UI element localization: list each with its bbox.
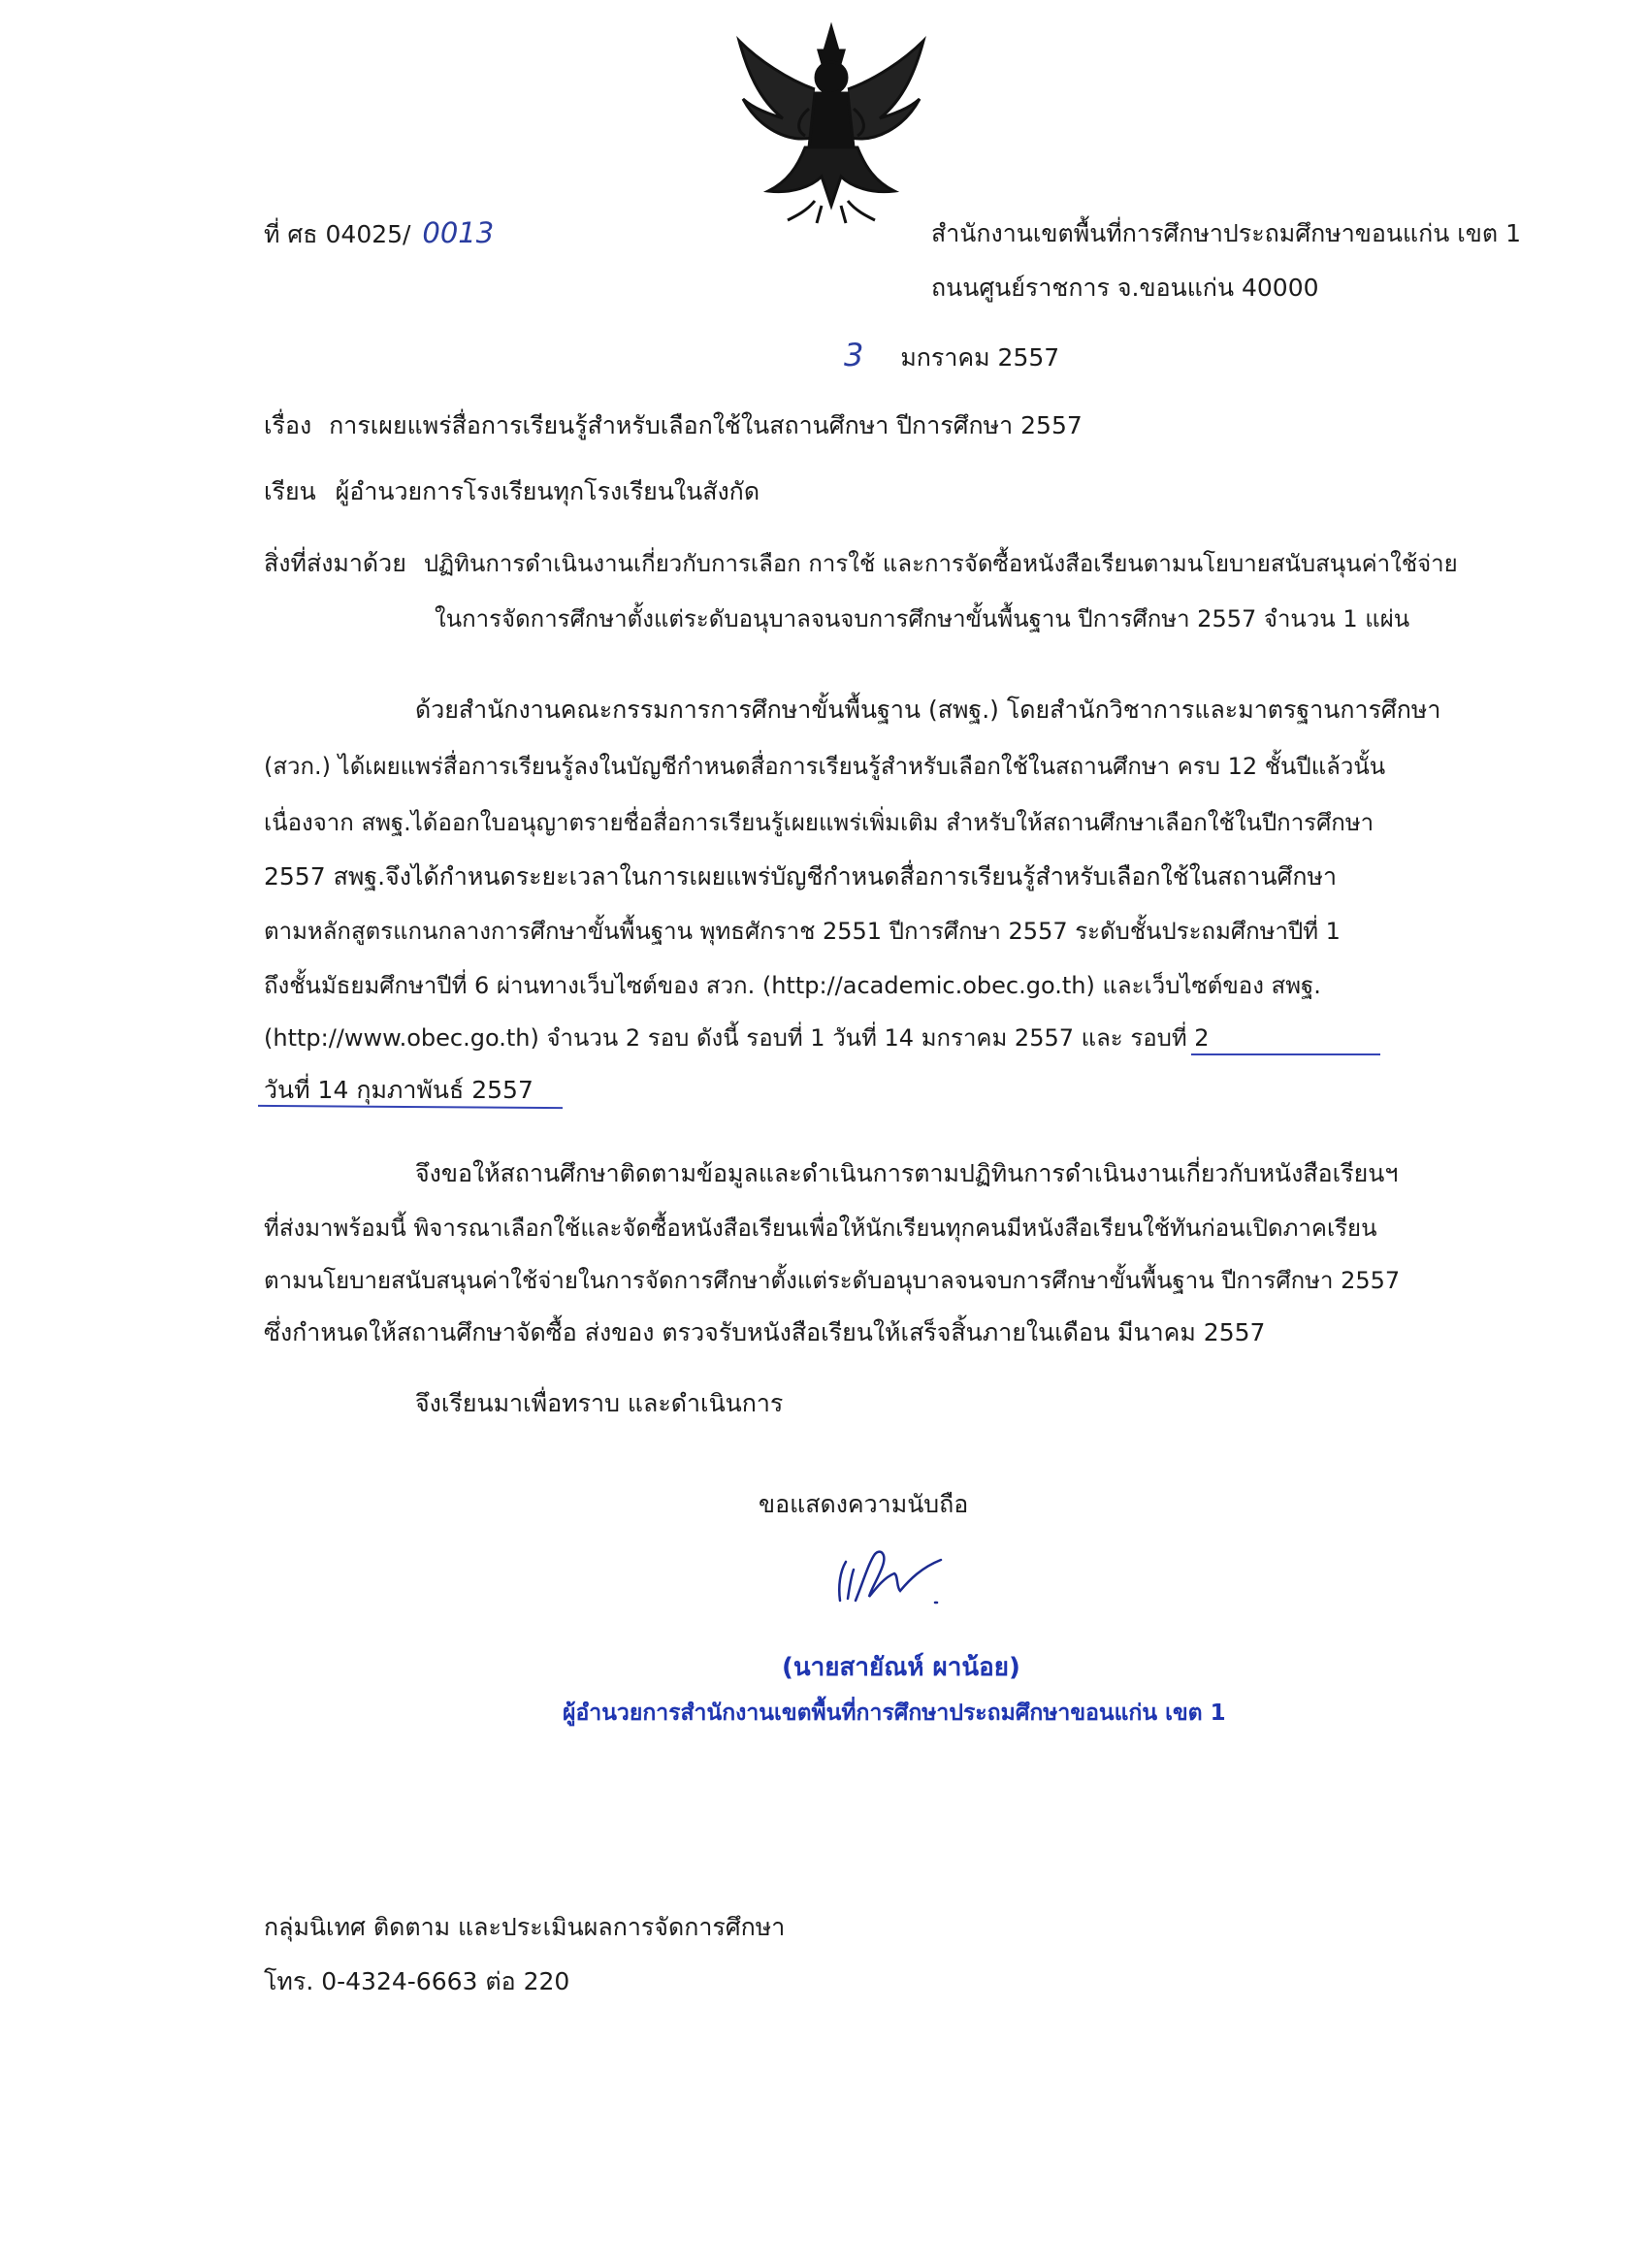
reference-prefix: ที่ ศธ 04025/ [264,220,411,248]
paragraph2-line-2: ที่ส่งมาพร้อมนี้ พิจารณาเลือกใช้และจัดซื้อหนังสือเรียนเพื่อให้นักเรียนทุกคนมีหนังสือเรียนใช้ทันก่อนเปิดภาคเรียน [264,1215,1377,1242]
recipient-text: ผู้อำนวยการโรงเรียนทุกโรงเรียนในสังกัด [335,477,760,505]
enclosure-line-2: ในการจัดการศึกษาตั้งแต่ระดับอนุบาลจนจบการศึกษาขั้นพื้นฐาน ปีการศึกษา 2557 จำนวน 1 แผ่น [435,605,1410,632]
enclosure-line-1 [264,551,1458,575]
subject-line [264,413,1083,437]
paragraph1-line-3: เนื่องจาก สพฐ.ได้ออกใบอนุญาตรายชื่อสื่อการเรียนรู้เผยแพร่เพิ่มเติม สำหรับให้สถานศึกษาเลือกใช้ในปีการศึกษา [264,809,1374,836]
subject-label: เรื่อง [264,411,312,439]
office-name: สำนักงานเขตพื้นที่การศึกษาประถมศึกษาขอนแก่น เขต 1 [931,219,1521,247]
recipient-label: เรียน [264,477,316,505]
letter-date [844,337,1060,373]
signatory-position: ผู้อำนวยการสำนักงานเขตพื้นที่การศึกษาประถมศึกษาขอนแก่น เขต 1 [563,1701,1226,1726]
paragraph2-line-4: ซึ่งกำหนดให้สถานศึกษาจัดซื้อ ส่งของ ตรวจรับหนังสือเรียนให้เสร็จสิ้นภายในเดือน มีนาคม 2557 [264,1318,1266,1346]
enclosure-label: สิ่งที่ส่งมาด้วย [264,549,406,577]
reference-number [264,216,495,249]
paragraph1-line-8: วันที่ 14 กุมภาพันธ์ 2557 [264,1076,534,1104]
signatory-name: (นายสายัณห์ ผาน้อย) [782,1653,1020,1682]
garuda-emblem-icon [729,21,933,227]
paragraph2-line-1: จึงขอให้สถานศึกษาติดตามข้อมูลและดำเนินการตามปฏิทินการดำเนินงานเกี่ยวกับหนังสือเรียนฯ [415,1159,1399,1187]
handwritten-underline-1 [1191,1053,1380,1055]
date-month-year: มกราคม 2557 [900,343,1060,372]
paragraph1-line-6: ถึงชั้นมัธยมศึกษาปีที่ 6 ผ่านทางเว็บไซต์ของ สวก. (http://academic.obec.go.th) และเว็บไซต์ของ สพฐ. [264,972,1321,999]
enclosure-text-1: ปฏิทินการดำเนินงานเกี่ยวกับการเลือก การใช้ และการจัดซื้อหนังสือเรียนตามนโยบายสนับสนุนค่าใช้จ่าย [423,550,1458,577]
reference-number-handwritten: 0013 [422,216,495,249]
paragraph1-line-2: (สวก.) ได้เผยแพร่สื่อการเรียนรู้ลงในบัญชีกำหนดสื่อการเรียนรู้สำหรับเลือกใช้ในสถานศึกษา ครบ 12 ชั้นปีแล้วนั้น [264,753,1386,780]
paragraph1-line-4: 2557 สพฐ.จึงได้กำหนดระยะเวลาในการเผยแพร่บัญชีกำหนดสื่อการเรียนรู้สำหรับเลือกใช้ในสถานศึกษา [264,862,1338,891]
signature-scribble-icon [826,1533,972,1610]
subject-text: การเผยแพร่สื่อการเรียนรู้สำหรับเลือกใช้ในสถานศึกษา ปีการศึกษา 2557 [329,411,1083,439]
footer-department: กลุ่มนิเทศ ติดตาม และประเมินผลการจัดการศึกษา [264,1913,786,1941]
paragraph1-line-5: ตามหลักสูตรแกนกลางการศึกษาขั้นพื้นฐาน พุทธศักราช 2551 ปีการศึกษา 2557 ระดับชั้นประถมศึกษาปีที่ 1 [264,918,1341,945]
office-address: ถนนศูนย์ราชการ จ.ขอนแก่น 40000 [931,274,1319,302]
garuda-emblem [729,21,933,227]
signature-scribble [826,1533,972,1610]
paragraph1-line-7: (http://www.obec.go.th) จำนวน 2 รอบ ดังนี้ รอบที่ 1 วันที่ 14 มกราคม 2557 และ รอบที่ 2 [264,1024,1210,1052]
footer-phone: โทร. 0-4324-6663 ต่อ 220 [264,1967,570,1995]
date-day-handwritten: 3 [844,337,864,373]
recipient-line [264,479,760,503]
closing-request: จึงเรียนมาเพื่อทราบ และดำเนินการ [415,1389,784,1417]
paragraph1-line-1: ด้วยสำนักงานคณะกรรมการการศึกษาขั้นพื้นฐาน (สพฐ.) โดยสำนักวิชาการและมาตรฐานการศึกษา [415,696,1441,724]
paragraph2-line-3: ตามนโยบายสนับสนุนค่าใช้จ่ายในการจัดการศึกษาตั้งแต่ระดับอนุบาลจนจบการศึกษาขั้นพื้นฐาน ปีการศึกษา 2557 [264,1267,1401,1294]
salutation: ขอแสดงความนับถือ [759,1490,969,1518]
